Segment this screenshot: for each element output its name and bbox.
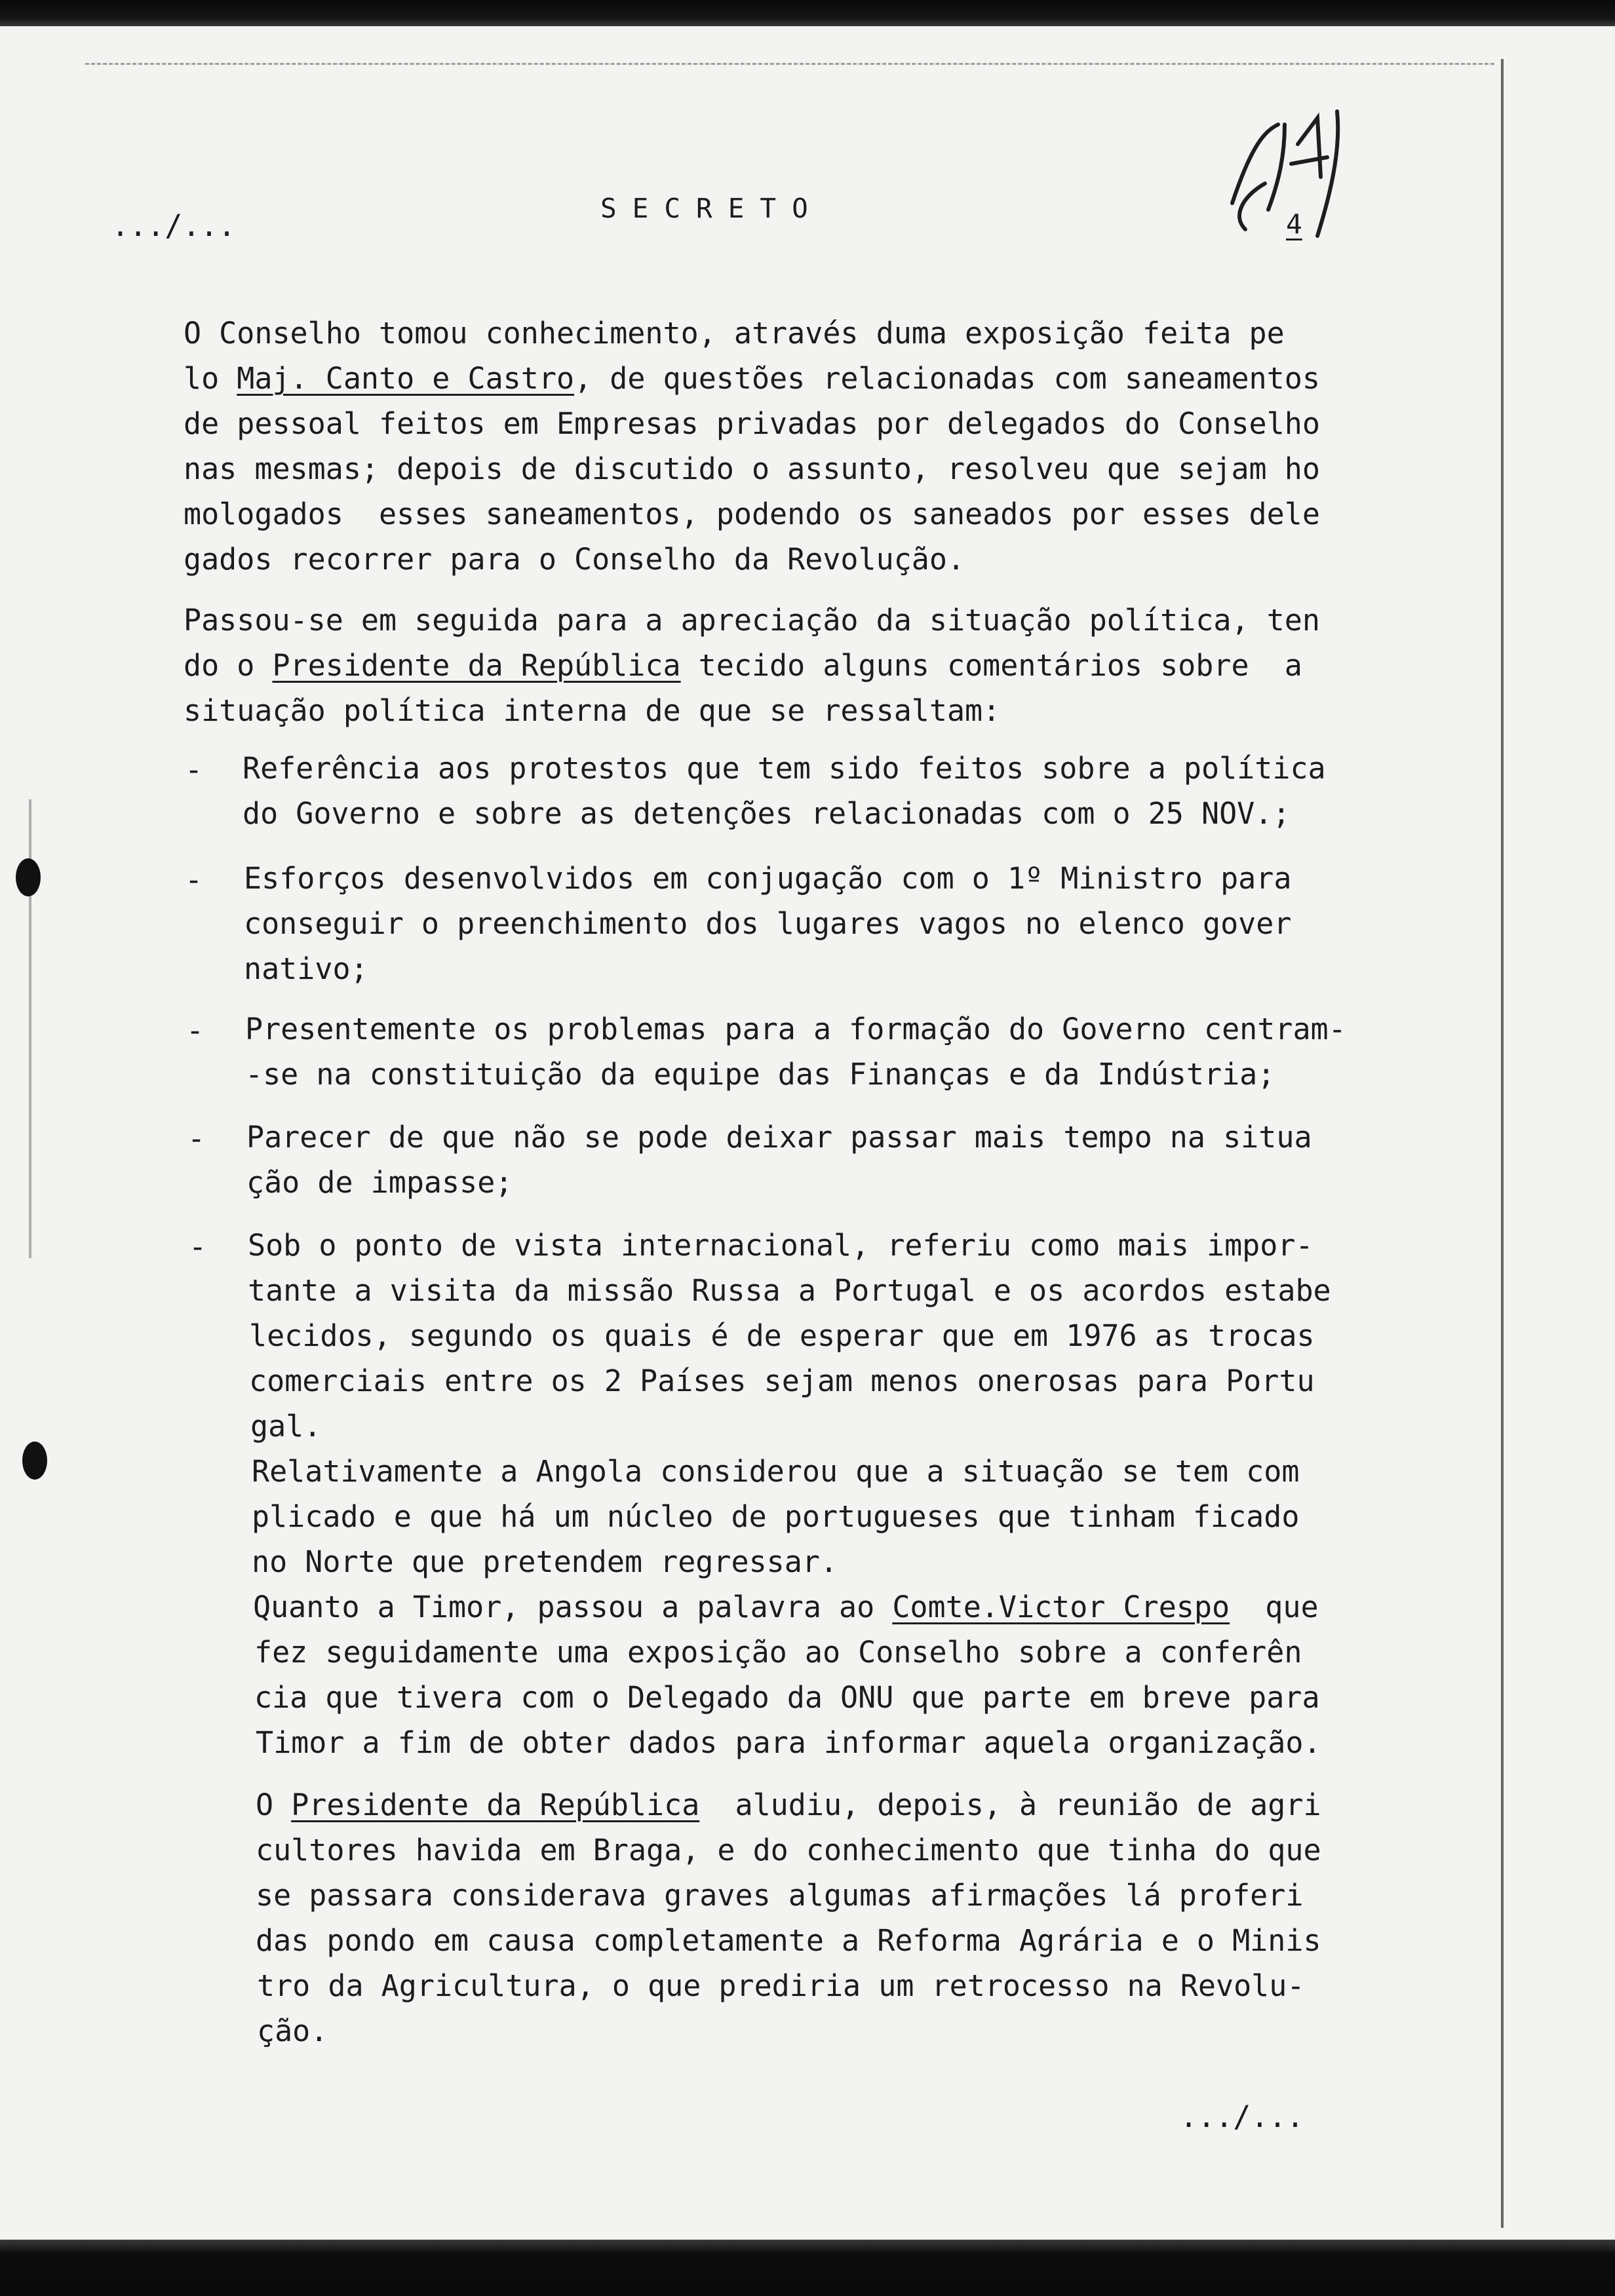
text-line: -se na constituição da equipe das Finanças e da Indústria; bbox=[245, 1057, 1275, 1092]
scan-bottom-border bbox=[0, 2240, 1615, 2296]
text-line: situação política interna de que se ressaltam: bbox=[184, 693, 1001, 728]
bullet-dash: - bbox=[185, 752, 203, 787]
bullet-dash: - bbox=[189, 1229, 207, 1264]
text-line bbox=[184, 648, 1302, 683]
text-line: Timor a fim de obter dados para informar aquela organização. bbox=[256, 1725, 1321, 1760]
text-line: Esforços desenvolvidos em conjugação com o 1º Ministro para bbox=[244, 861, 1292, 896]
text-line: conseguir o preenchimento dos lugares vagos no elenco gover bbox=[244, 906, 1292, 941]
page-number: 4 bbox=[1286, 208, 1302, 240]
text-line: do Governo e sobre as detenções relacionadas com o 25 NOV.; bbox=[243, 796, 1291, 831]
text-run: lo bbox=[184, 361, 237, 396]
continuation-mark-bottom: .../... bbox=[1180, 2099, 1304, 2134]
punch-hole-bottom bbox=[22, 1442, 47, 1480]
top-dashed-rule bbox=[85, 63, 1494, 65]
text-run: que bbox=[1230, 1590, 1319, 1624]
text-line: ção. bbox=[257, 2014, 328, 2048]
bullet-dash: - bbox=[186, 1013, 204, 1048]
text-line: tro da Agricultura, o que prediria um retrocesso na Revolu- bbox=[257, 1968, 1305, 2003]
text-line bbox=[184, 361, 1320, 396]
text-line: plicado e que há um núcleo de portugueses que tinham ficado bbox=[252, 1499, 1300, 1534]
text-line: mologados esses saneamentos, podendo os saneados por esses dele bbox=[184, 497, 1320, 531]
text-line: Parecer de que não se pode deixar passar mais tempo na situa bbox=[246, 1120, 1312, 1155]
text-line: nas mesmas; depois de discutido o assunto, resolveu que sejam ho bbox=[184, 451, 1320, 486]
text-run: , de questões relacionadas com saneamentos bbox=[574, 361, 1320, 396]
punch-hole-top bbox=[16, 858, 41, 896]
bullet-dash: - bbox=[185, 862, 203, 897]
text-line: Passou-se em seguida para a apreciação da situação política, ten bbox=[184, 603, 1320, 638]
text-line: O Conselho tomou conhecimento, através duma exposição feita pe bbox=[184, 316, 1285, 351]
text-line: gal. bbox=[250, 1409, 322, 1444]
text-line: lecidos, segundo os quais é de esperar que em 1976 as trocas bbox=[249, 1318, 1315, 1353]
text-run: do o bbox=[184, 648, 273, 683]
underlined-name: Presidente da República bbox=[291, 1788, 700, 1822]
text-line: Presentemente os problemas para a formação do Governo centram- bbox=[245, 1012, 1346, 1046]
text-line: nativo; bbox=[244, 951, 368, 986]
text-run: tecido alguns comentários sobre a bbox=[680, 648, 1302, 683]
text-line: de pessoal feitos em Empresas privadas por delegados do Conselho bbox=[184, 406, 1320, 441]
underlined-name: Maj. Canto e Castro bbox=[237, 361, 575, 396]
text-line bbox=[256, 1790, 1321, 1820]
text-line: Referência aos protestos que tem sido feitos sobre a política bbox=[243, 751, 1326, 786]
text-line: Sob o ponto de vista internacional, referiu como mais impor- bbox=[248, 1228, 1313, 1263]
text-run: Quanto a Timor, passou a palavra ao bbox=[253, 1590, 893, 1624]
text-line: das pondo em causa completamente a Reforma Agrária e o Minis bbox=[256, 1923, 1321, 1958]
text-line: Relativamente a Angola considerou que a situação se tem com bbox=[252, 1454, 1300, 1489]
text-line: cultores havida em Braga, e do conhecimento que tinha do que bbox=[256, 1833, 1321, 1867]
text-line bbox=[253, 1592, 1319, 1622]
bullet-dash: - bbox=[187, 1121, 206, 1156]
text-line: fez seguidamente uma exposição ao Conselho sobre a conferên bbox=[254, 1635, 1302, 1670]
text-line: no Norte que pretendem regressar. bbox=[252, 1544, 838, 1579]
right-margin-line bbox=[1501, 59, 1504, 2228]
underlined-name: Comte.Victor Crespo bbox=[892, 1590, 1230, 1624]
text-run: aludiu, depois, à reunião de agri bbox=[699, 1788, 1321, 1822]
underlined-name: Presidente da República bbox=[272, 648, 681, 683]
text-line: comerciais entre os 2 Países sejam menos onerosas para Portu bbox=[249, 1364, 1315, 1398]
scan-top-border bbox=[0, 0, 1615, 26]
classification-heading: SECRETO bbox=[600, 193, 824, 224]
continuation-mark-top: .../... bbox=[111, 208, 236, 243]
text-line: gados recorrer para o Conselho da Revolução. bbox=[184, 542, 965, 577]
handwritten-initials bbox=[1206, 105, 1357, 242]
text-line: se passara considerava graves algumas afirmações lá proferi bbox=[256, 1878, 1304, 1913]
text-run: O bbox=[256, 1788, 292, 1822]
text-line: ção de impasse; bbox=[246, 1165, 513, 1200]
text-line: cia que tivera com o Delegado da ONU que parte em breve para bbox=[254, 1680, 1320, 1715]
text-line: tante a visita da missão Russa a Portugal e os acordos estabe bbox=[248, 1273, 1331, 1308]
